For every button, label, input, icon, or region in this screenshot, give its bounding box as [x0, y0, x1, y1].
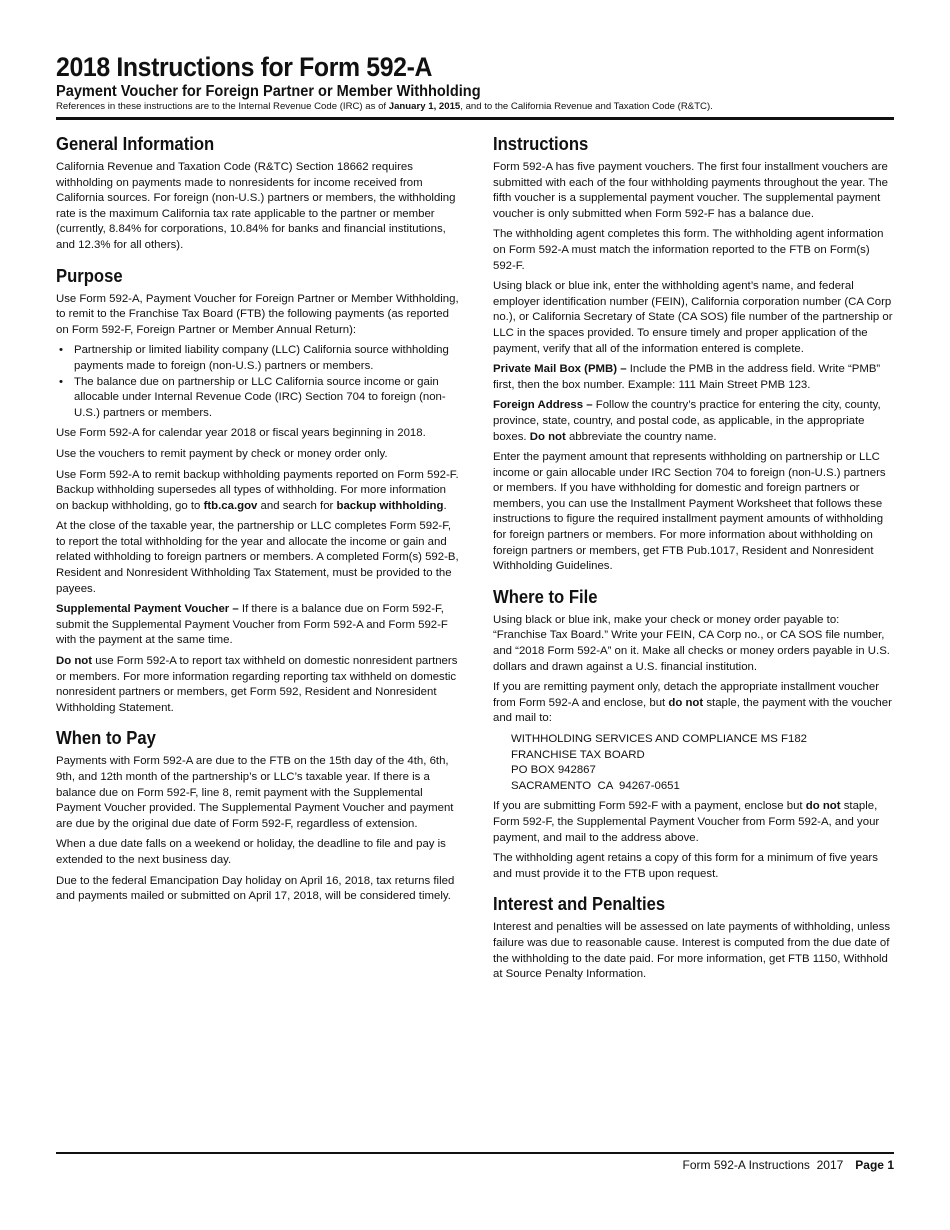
instructions-agent: The withholding agent completes this form. The withholding agent information on Form 592-A must match the information reported to the FTB on Form(s) 592-F. [493, 228, 884, 272]
where-to-file-payable: Using black or blue ink, make your check or money order payable to: “Franchise Tax Board.” Write your FEIN, CA Corp no., or CA SOS file number, and “2018 Form 592-A” on it. Make all checks or money orders payable in U.S. dollars and drawn against a U.S. financial institution. [493, 613, 890, 673]
supplemental-voucher-note [56, 602, 460, 649]
submit-text: If you are submitting Form 592-F with a payment, enclose but [493, 800, 806, 813]
purpose-heading: Purpose [56, 264, 123, 286]
submit-text-2: staple, Form 592-F, the Supplemental Payment Voucher from Form 592-A, and your payment, and mail to the address above. [493, 800, 880, 844]
foreign-address-label: Foreign Address – [493, 399, 593, 412]
instructions-heading: Instructions [493, 133, 589, 154]
domestic-nonresident-note [56, 654, 460, 716]
purpose-backup-withholding [56, 468, 460, 515]
foreign-address-text: Follow the country’s practice for entering the city, county, province, state, country, and postal code, as applicable, in the appropriate boxes. [493, 399, 881, 443]
page-subtitle: Payment Voucher for Foreign Partner or Member Withholding [56, 83, 481, 100]
instructions-payment-amount: Enter the payment amount that represents withholding on partnership or LLC income or gain allocable under IRC Section 704 to foreign (non-U.S.) partners or members. If you have withholding for domestic and foreign partners or members, you can use the Installment Payment Worksheet that follows these instructions to figure the required installment payment amounts of withholding for foreign partners or members. For more information about withholding on foreign partners or members, get FTB Pub.1017, Resident and Nonresident Withholding Guidelines. [493, 451, 886, 573]
backup-search-term: backup withholding [336, 499, 444, 512]
purpose-calendar-year: Use Form 592-A for calendar year 2018 or fiscal years beginning in 2018. [56, 427, 426, 440]
instructions-ink: Using black or blue ink, enter the withholding agent’s name, and federal employer identification number (FEIN), California corporation number (CA Corp no.), or California Secretary of State (CA SOS) file number of the partnership or LLC in the spaces provided. To ensure timely and proper application of the payment, verify that all of the information entered is complete. [493, 280, 893, 355]
general-information-text: California Revenue and Taxation Code (R&TC) Section 18662 requires withholding on payments made to nonresidents for income received from California sources. For foreign (non-U.S.) partners or members, the withholding rate is the maximum California tax rate applicable to the partner or member (currently, 8.84% for corporations, 10.84% for banks and financial institutions, and 12.3% for all others). [56, 161, 456, 251]
document-header [56, 50, 894, 113]
remit-text-2: staple, the payment with the voucher and mail to: [493, 696, 892, 725]
do-not-label: do not [668, 696, 704, 709]
remit-text: If you are remitting payment only, detach the appropriate installment voucher from Form 592-A and enclose, but [493, 681, 880, 709]
when-to-pay-emancipation-day: Due to the federal Emancipation Day holiday on April 16, 2018, tax returns filed and payments mailed or submitted on April 17, 2018, will be considered timely. [56, 874, 455, 903]
backup-period: . [443, 499, 447, 512]
supplemental-voucher-text: If there is a balance due on Form 592-F, submit the Supplemental Payment Voucher from Form 592-A and Form 592-F with the payment at the same time. [56, 603, 448, 647]
interest-penalties-heading: Interest and Penalties [493, 893, 666, 915]
refs-text-a: References in these instructions are to the Internal Revenue Code (IRC) as of [56, 101, 389, 112]
footer-divider [56, 1152, 894, 1154]
domestic-nonresident-text: use Form 592-A to report tax withheld on domestic nonresident partners or members. For more information regarding reporting tax withheld on domestic nonresident partners or members, get Form 592, Resident and Nonresident Withholding Statement. [56, 655, 458, 714]
where-to-file-remit [493, 680, 893, 727]
address-line: WITHHOLDING SERVICES AND COMPLIANCE MS F182 [511, 733, 808, 745]
pmb-text: Include the PMB in the address field. Write “PMB” first, then the box number. Example: 111 Main Street PMB 123. [493, 363, 881, 391]
address-line: SACRAMENTO CA 94267-0651 [511, 779, 680, 792]
instructions-vouchers: Form 592-A has five payment vouchers. The first four installment vouchers are submitted with each of the four withholding payments throughout the year. The fifth voucher is a supplemental payment voucher. The supplemental payment voucher is only submitted when Form 592-F has a balance due. [493, 161, 888, 220]
purpose-payment-method: Use the vouchers to remit payment by check or money order only. [56, 447, 388, 460]
list-item: • Partnership or limited liability company (LLC) California source withholding payments made to foreign (non-U.S.) partners or members. [56, 343, 460, 374]
do-not-label: Do not [56, 655, 93, 668]
do-not-label: do not [805, 800, 841, 813]
right-column [493, 132, 893, 988]
where-to-file-592f [493, 799, 893, 846]
foreign-address-text-2: abbreviate the country name. [565, 430, 717, 443]
purpose-year-close: At the close of the taxable year, the partnership or LLC completes Form 592-F, to report the total withholding for the year and allocate the income or gain and related withholding to foreign partners or members. A completed Form(s) 592-B, Resident and Nonresident Withholding Tax Statement, must be provided to the payees. [56, 520, 459, 595]
where-to-file-retain: The withholding agent retains a copy of this form for a minimum of five years and must provide it to the FTB upon request. [493, 852, 878, 880]
header-divider [56, 117, 894, 120]
left-column [56, 132, 460, 910]
when-to-pay-holiday: When a due date falls on a weekend or holiday, the deadline to file and pay is extended to the next business day. [56, 838, 446, 866]
general-information-heading: General Information [56, 133, 215, 154]
backup-text: Use Form 592-A to remit backup withholding payments reported on Form 592-F. Backup withholding supersedes all types of withholding. For more information on backup withholding, go to [56, 468, 459, 512]
private-mail-box-note [493, 362, 893, 393]
document-page [56, 0, 894, 1230]
supplemental-voucher-label: Supplemental Payment Voucher – [56, 603, 239, 616]
references-note [56, 101, 894, 113]
ftb-website-link[interactable]: ftb.ca.gov [203, 499, 258, 512]
list-item: • The balance due on partnership or LLC California source income or gain allocable under Internal Revenue Code (IRC) Section 704 to foreign (non-U.S.) partners or members. [56, 375, 460, 422]
footer-form-label: Form 592-A Instructions 2017 [682, 1158, 844, 1172]
interest-penalties-text: Interest and penalties will be assessed on late payments of withholding, unless failure was due to reasonable cause. Interest is computed from the due date of the withholding to the date paid. For more information, get FTB 1150, Withhold at Source Penalty Information. [493, 921, 891, 981]
mailing-address [511, 732, 893, 794]
backup-text-2: and search for [257, 499, 337, 512]
page-title: 2018 Instructions for Form 592-A [56, 52, 433, 82]
refs-text-c: , and to the California Revenue and Taxation Code (R&TC). [460, 101, 713, 112]
address-line: PO BOX 942867 [511, 764, 596, 777]
where-to-file-heading: Where to File [493, 585, 598, 607]
purpose-intro: Use Form 592-A, Payment Voucher for Foreign Partner or Member Withholding, to remit to the Franchise Tax Board (FTB) the following payments (as reported on Form 592-F, Foreign Partner or Member Annual Return): [56, 292, 459, 336]
page-number: Page 1 [855, 1158, 894, 1172]
address-line: FRANCHISE TAX BOARD [511, 748, 645, 761]
foreign-address-note [493, 398, 893, 445]
when-to-pay-heading: When to Pay [56, 727, 156, 749]
refs-date: January 1, 2015 [388, 101, 461, 112]
when-to-pay-due-dates: Payments with Form 592-A are due to the FTB on the 15th day of the 4th, 6th, 9th, and 12th month of the partnership’s or LLC’s taxable year. If there is a balance due on Form 592-F, line 8, remit payment with the Supplemental Payment Voucher provided. The Supplemental Payment Voucher and payment are due by the original due date of Form 592-F, regardless of extension. [56, 755, 454, 830]
pmb-label: Private Mail Box (PMB) – [493, 363, 627, 376]
do-not-label: Do not [529, 430, 566, 443]
page-footer [683, 1158, 894, 1172]
purpose-list [56, 343, 460, 421]
